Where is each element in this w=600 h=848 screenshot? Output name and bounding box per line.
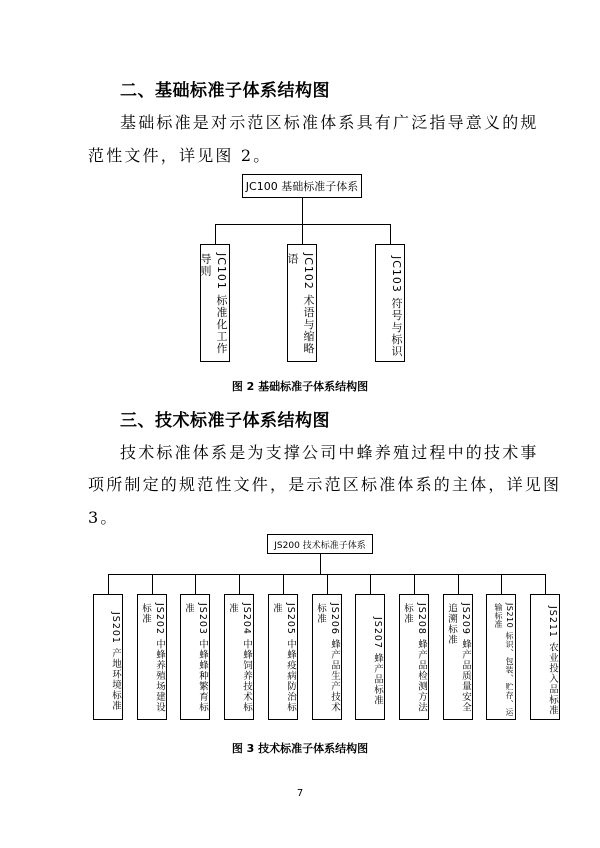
- fig3-connector-drop: [152, 574, 153, 594]
- fig2-connector-drop: [302, 224, 303, 244]
- fig3-connector-drop: [501, 574, 502, 594]
- fig3-child-node: JS204 中蜂饲养技术标准: [224, 594, 254, 720]
- page-number: 7: [296, 788, 304, 799]
- section-2-paragraph-line-2: 范性文件，详见图 2。: [88, 146, 272, 165]
- fig3-connector-drop: [195, 574, 196, 594]
- fig3-child-node: JS206 蜂产品生产技术标准: [312, 594, 342, 720]
- section-2-heading: 二、基础标准子体系结构图: [120, 81, 330, 101]
- fig3-connector-drop: [545, 574, 546, 594]
- fig3-child-node: JS207 蜂产品标准: [355, 594, 385, 720]
- fig3-root-node: JS200 技术标准子体系: [267, 534, 373, 554]
- fig3-child-node: JS202 中蜂养殖场建设标准: [137, 594, 167, 720]
- fig3-connector-drop: [458, 574, 459, 594]
- fig2-connector-drop: [215, 224, 216, 244]
- figure-3-caption: 图 3 技术标准子体系结构图: [231, 742, 369, 755]
- fig2-connector-horizontal: [215, 224, 391, 225]
- figure-2-caption: 图 2 基础标准子体系结构图: [231, 380, 369, 393]
- section-3-heading: 三、技术标准子体系结构图: [120, 411, 330, 431]
- fig3-connector-drop: [283, 574, 284, 594]
- fig2-connector-drop: [390, 224, 391, 244]
- section-3-paragraph-line-1: 技术标准体系是为支撑公司中蜂养殖过程中的技术事: [120, 443, 539, 462]
- fig2-child-node: JC103 符号与标识: [375, 244, 405, 362]
- fig2-root-node: JC100 基础标准子体系: [242, 174, 362, 198]
- fig3-connector-drop: [414, 574, 415, 594]
- fig3-child-node: JS205 中蜂疫病防治标准: [268, 594, 298, 720]
- fig3-child-node: JS208 蜂产品检测方法标准: [399, 594, 429, 720]
- fig2-connector-vertical: [302, 198, 303, 224]
- fig3-child-node: JS201 产地环境标准: [93, 594, 123, 720]
- section-3-paragraph-line-2: 项所制定的规范性文件，是示范区标准体系的主体，详见图: [88, 475, 562, 494]
- fig3-connector-drop: [327, 574, 328, 594]
- section-2-paragraph-line-1: 基础标准是对示范区标准体系具有广泛指导意义的规: [120, 113, 539, 132]
- fig3-child-node: JS203 中蜂蜂种繁育标准: [180, 594, 210, 720]
- fig3-child-node: JS210 标识、包装、贮存、运输标准: [486, 594, 516, 720]
- fig2-child-node: JC101 标准化工作导则: [200, 244, 230, 362]
- fig2-child-node: JC102 术语与缩略语: [287, 244, 317, 362]
- fig3-child-node: JS209 蜂产品质量安全追溯标准: [443, 594, 473, 720]
- section-3-paragraph-line-3: 3。: [88, 508, 119, 527]
- fig3-connector-drop: [239, 574, 240, 594]
- fig3-connector-vertical: [320, 554, 321, 574]
- fig3-connector-drop: [370, 574, 371, 594]
- fig3-child-node: JS211 农业投入品标准: [530, 594, 560, 720]
- fig3-connector-drop: [108, 574, 109, 594]
